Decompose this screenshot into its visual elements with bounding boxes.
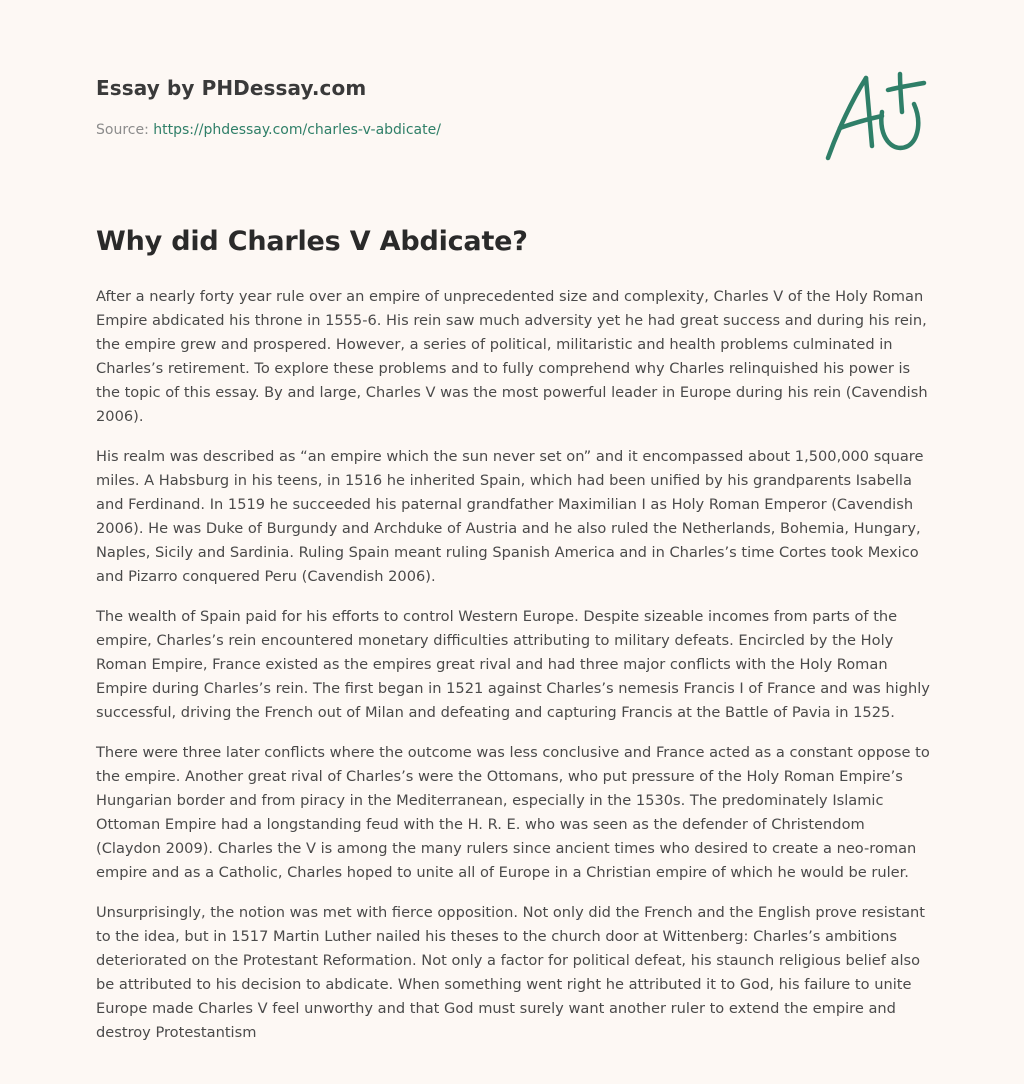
article-paragraph: Unsurprisingly, the notion was met with fierce opposition. Not only did the French and the English prove resistant to the idea, but in 1517 Martin Luther nailed his theses to the church door at Wittenberg: Charles’s ambitions deteriorated on the Protestant Reformation. Not only a factor for political defeat, his staunch religious belief also be attributed to his decision to abdicate. When something went right he attributed it to God, his failure to unite Europe made Charles V feel unworthy and that God must surely want another ruler to extend the empire and destroy Protestantism (96, 904, 926, 1041)
source-label: Source: (96, 122, 149, 138)
article-title: Why did Charles V Abdicate? (96, 226, 528, 257)
page-header (96, 76, 696, 138)
article-paragraph: There were three later conflicts where the outcome was less conclusive and France acted as a constant oppose to the empire. Another great rival of Charles’s were the Ottomans, who put pressure of the Holy Roman Empire’s Hungarian border and from piracy in the Mediterranean, especially in the 1530s. The predominately Islamic Ottoman Empire had a longstanding feud with the H. R. E. who was seen as the defender of Christendom (Claydon 2009). Charles the V is among the many rulers since ancient times who desired to create a neo-roman empire and as a Catholic, Charles hoped to unite all of Europe in a Christian empire of which he would be ruler. (96, 744, 930, 881)
article-body (96, 285, 930, 1061)
a-plus-logo-icon (818, 66, 930, 166)
source-link[interactable]: https://phdessay.com/charles-v-abdicate/ (153, 122, 441, 138)
article-paragraph: The wealth of Spain paid for his efforts to control Western Europe. Despite sizeable incomes from parts of the empire, Charles’s rein encountered monetary difficulties attributing to military defeats. Encircled by the Holy Roman Empire, France existed as the empires great rival and had three major conflicts with the Holy Roman Empire during Charles’s rein. The first began in 1521 against Charles’s nemesis Francis I of France and was highly successful, driving the French out of Milan and defeating and capturing Francis at the Battle of Pavia in 1525. (96, 608, 930, 721)
article-paragraph: His realm was described as “an empire which the sun never set on” and it encompassed about 1,500,000 square miles. A Habsburg in his teens, in 1516 he inherited Spain, which had been unified by his grandparents Isabella and Ferdinand. In 1519 he succeeded his paternal grandfather Maximilian I as Holy Roman Emperor (Cavendish 2006). He was Duke of Burgundy and Archduke of Austria and he also ruled the Netherlands, Bohemia, Hungary, Naples, Sicily and Sardinia. Ruling Spain meant ruling Spanish America and in Charles’s time Cortes took Mexico and Pizarro conquered Peru (Cavendish 2006). (96, 448, 924, 585)
article-paragraph: After a nearly forty year rule over an empire of unprecedented size and complexity, Charles V of the Holy Roman Empire abdicated his throne in 1555-6. His rein saw much adversity yet he had great success and during his rein, the empire grew and prospered. However, a series of political, militaristic and health problems culminated in Charles’s retirement. To explore these problems and to fully comprehend why Charles relinquished his power is the topic of this essay. By and large, Charles V was the most powerful leader in Europe during his rein (Cavendish 2006). (96, 288, 928, 425)
site-brand: Essay by PHDessay.com (96, 76, 367, 100)
source-line (96, 122, 696, 138)
